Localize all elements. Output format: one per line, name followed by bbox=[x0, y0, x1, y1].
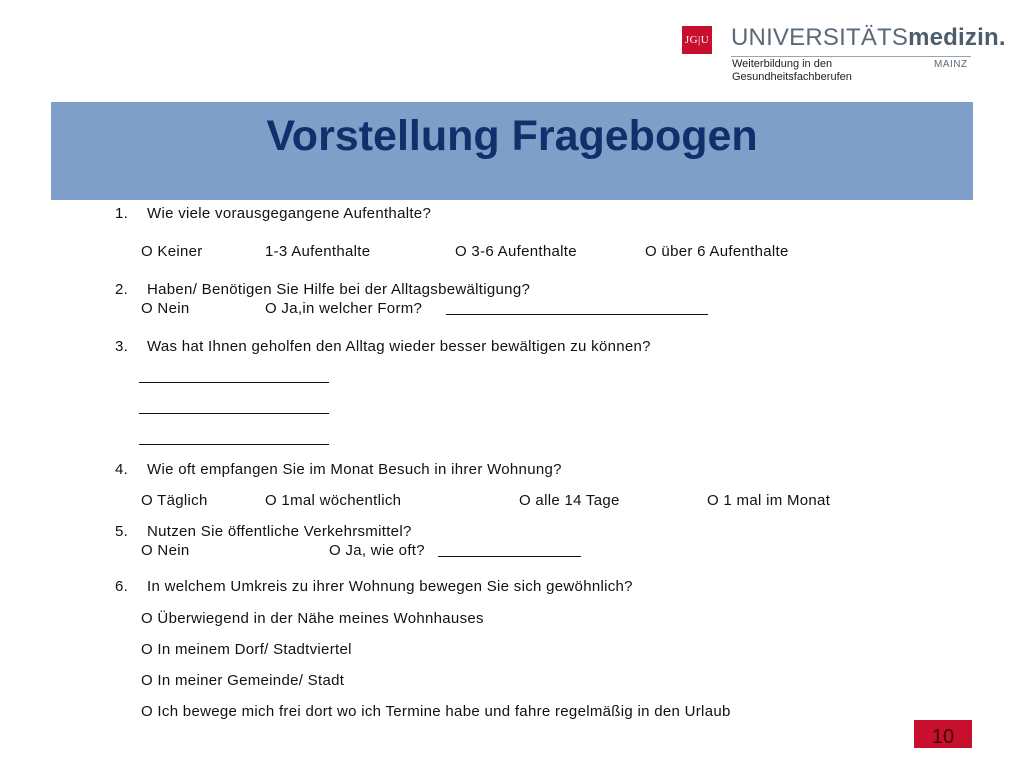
question-number: 3. bbox=[115, 338, 129, 355]
q4-option-woechentlich[interactable]: O 1mal wöchentlich bbox=[265, 492, 402, 509]
logo-subtitle bbox=[732, 58, 912, 84]
q3-answer-line-1[interactable] bbox=[139, 382, 329, 383]
logo-divider bbox=[731, 56, 971, 57]
question-text: Was hat Ihnen geholfen den Alltag wieder besser bewältigen zu können? bbox=[147, 338, 651, 355]
wordmark-light: UNIVERSITÄTS bbox=[731, 24, 909, 51]
question-number: 1. bbox=[115, 205, 129, 222]
question-text: In welchem Umkreis zu ihrer Wohnung bewegen Sie sich gewöhnlich? bbox=[147, 578, 633, 595]
question-text: Nutzen Sie öffentliche Verkehrsmittel? bbox=[147, 523, 412, 540]
q1-option-1-3[interactable]: 1-3 Aufenthalte bbox=[265, 243, 371, 260]
q6-option-dorf[interactable]: O In meinem Dorf/ Stadtviertel bbox=[141, 641, 352, 658]
university-wordmark bbox=[731, 24, 1006, 52]
q3-answer-line-3[interactable] bbox=[139, 444, 329, 445]
logo-subtitle-line2: Gesundheitsfachberufen bbox=[732, 71, 852, 83]
q4-option-monat[interactable]: O 1 mal im Monat bbox=[707, 492, 831, 509]
logo-subtitle-line1: Weiterbildung in den bbox=[732, 58, 833, 70]
q6-option-gemeinde[interactable]: O In meiner Gemeinde/ Stadt bbox=[141, 672, 345, 689]
question-number: 4. bbox=[115, 461, 129, 478]
q1-option-3-6[interactable]: O 3-6 Aufenthalte bbox=[455, 243, 577, 260]
logo-city: MAINZ bbox=[934, 59, 968, 70]
q2-option-nein[interactable]: O Nein bbox=[141, 300, 190, 317]
q1-option-ueber-6[interactable]: O über 6 Aufenthalte bbox=[645, 243, 789, 260]
q5-option-ja[interactable]: O Ja, wie oft? bbox=[329, 542, 425, 559]
university-logo-badge: JG|U bbox=[682, 26, 712, 54]
q5-option-nein[interactable]: O Nein bbox=[141, 542, 190, 559]
slide-title: Vorstellung Fragebogen bbox=[266, 112, 758, 160]
q6-option-naehe[interactable]: O Überwiegend in der Nähe meines Wohnhauses bbox=[141, 610, 484, 627]
page-number: 10 bbox=[914, 720, 972, 748]
q5-answer-line[interactable] bbox=[438, 556, 581, 557]
question-number: 2. bbox=[115, 281, 129, 298]
question-number: 6. bbox=[115, 578, 129, 595]
q4-option-14-tage[interactable]: O alle 14 Tage bbox=[519, 492, 620, 509]
wordmark-bold: medizin. bbox=[908, 24, 1006, 51]
q6-option-frei[interactable]: O Ich bewege mich frei dort wo ich Termine habe und fahre regelmäßig in den Urlaub bbox=[141, 703, 731, 720]
q2-option-ja[interactable]: O Ja,in welcher Form? bbox=[265, 300, 423, 317]
question-text: Haben/ Benötigen Sie Hilfe bei der Alltagsbewältigung? bbox=[147, 281, 531, 298]
question-text: Wie oft empfangen Sie im Monat Besuch in ihrer Wohnung? bbox=[147, 461, 562, 478]
question-number: 5. bbox=[115, 523, 129, 540]
title-band bbox=[51, 102, 973, 200]
q3-answer-line-2[interactable] bbox=[139, 413, 329, 414]
q2-answer-line[interactable] bbox=[446, 314, 708, 315]
q4-option-taeglich[interactable]: O Täglich bbox=[141, 492, 208, 509]
question-text: Wie viele vorausgegangene Aufenthalte? bbox=[147, 205, 432, 222]
q1-option-keiner[interactable]: O Keiner bbox=[141, 243, 203, 260]
